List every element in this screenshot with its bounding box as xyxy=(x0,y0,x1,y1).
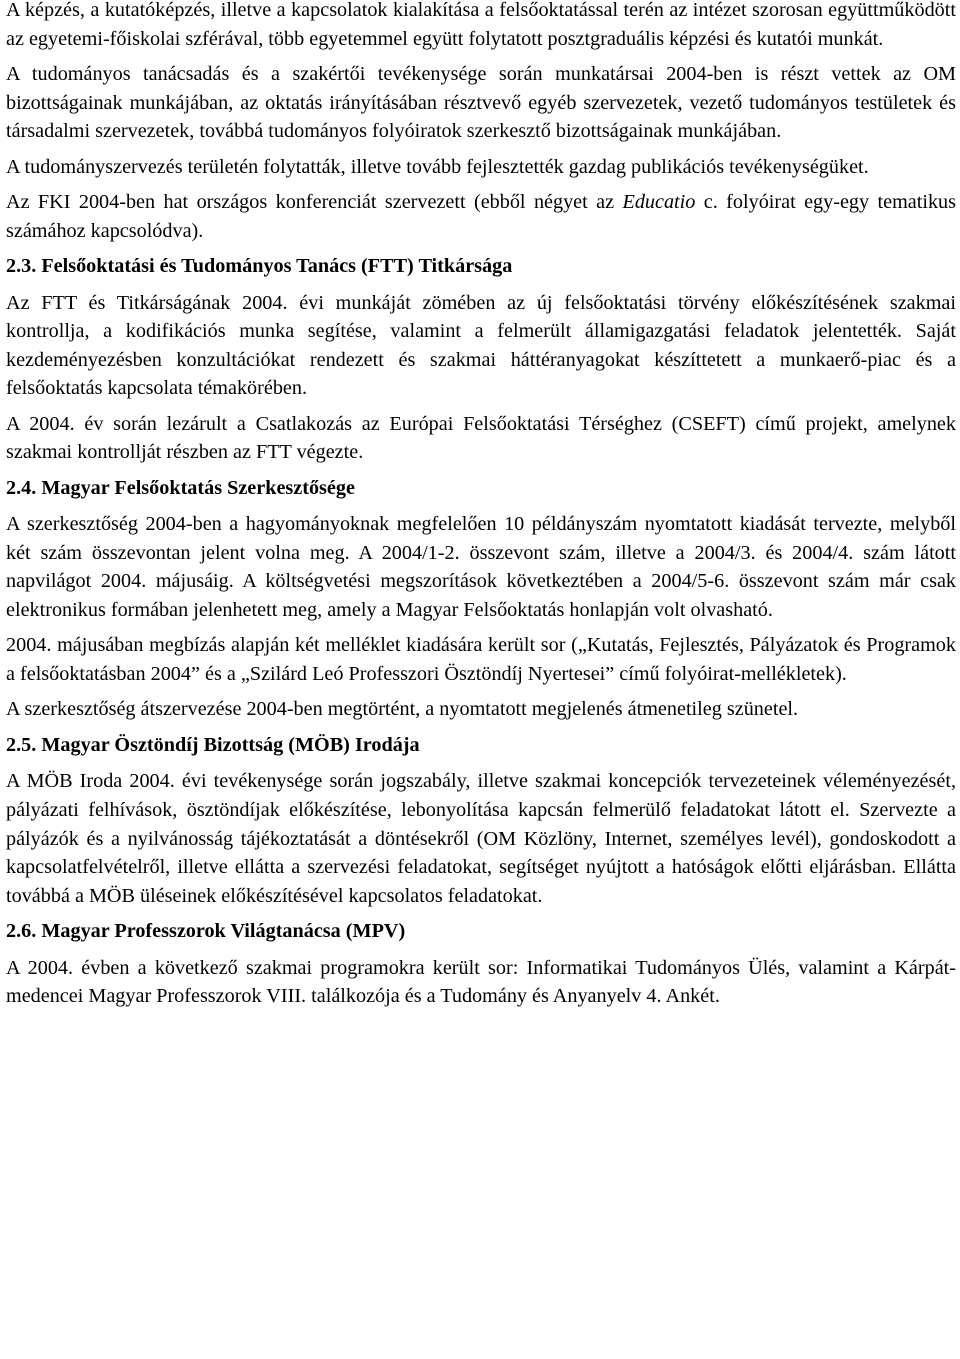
paragraph-supplements: 2004. májusában megbízás alapján két melléklet kiadására került sor („Kutatás, Fejlesztés, Pályázatok és Programok a felsőoktatásban 2004” és a „Szilárd Leó Professzori Ösztöndíj Nyertesei” című folyóirat-mellékletek). xyxy=(6,634,956,686)
paragraph-fki-conferences xyxy=(6,188,956,245)
fki-text-before: Az FKI 2004-ben hat országos konferenciát szervezett (ebből négyet az xyxy=(6,190,623,213)
heading-section-2-4: 2.4. Magyar Felsőoktatás Szerkesztősége xyxy=(6,476,355,499)
heading-section-2-3: 2.3. Felsőoktatási és Tudományos Tanács (FTT) Titkársága xyxy=(6,254,513,277)
paragraph-ftt-work: Az FTT és Titkárságának 2004. évi munkáját zömében az új felsőoktatási törvény előkészítésének szakmai kontrollja, a kodifikációs munka segítése, valamint a felmerült államigazgatási feladatok jelentették. Saját kezdeményezésben konzultációkat rendezett és szakmai háttéranyagokat készíttetett a munkaerő-piac és a felsőoktatás kapcsolata témakörében. xyxy=(6,291,956,400)
educatio-journal-name: Educatio xyxy=(622,190,696,213)
paragraph-mob-office: A MÖB Iroda 2004. évi tevékenysége során jogszabály, illetve szakmai koncepciók tervezeteinek véleményezését, pályázati felhívások, ösztöndíjak előkészítése, lebonyolítása kapcsán felmerülő feladatokat látott el. Szervezte a pályázók és a nyilvánosság tájékoztatását a döntésekről (OM Közlöny, Internet, személyes levél), gondoskodott a kapcsolatfelvételről, illetve ellátta a szervezési feladatokat, segítséget nyújtott a hatóságok előtti eljárásban. Ellátta továbbá a MÖB üléseinek előkészítésével kapcsolatos feladatokat. xyxy=(6,770,956,907)
heading-section-2-6: 2.6. Magyar Professzorok Világtanácsa (MPV) xyxy=(6,920,406,943)
document-page xyxy=(6,0,956,1018)
paragraph-editorial-issues: A szerkesztőség 2004-ben a hagyományoknak megfelelően 10 példányszám nyomtatott kiadását tervezte, melyből két szám összevontan jelent volna meg. A 2004/1-2. összevont szám, illetve a 2004/3. és 2004/4. szám látott napvilágot 2004. májusáig. A költségvetési megszorítások következtében a 2004/5-6. összevont szám már csak elektronikus formában jelenhetett meg, amely a Magyar Felsőoktatás honlapján volt olvasható. xyxy=(6,513,956,622)
paragraph-science-organization: A tudományszervezés területén folytatták, illetve tovább fejlesztették gazdag publikációs tevékenységüket. xyxy=(6,155,869,178)
paragraph-reorganization: A szerkesztőség átszervezése 2004-ben megtörtént, a nyomtatott megjelenés átmenetileg szünetel. xyxy=(6,698,799,721)
paragraph-mpv-programs: A 2004. évben a következő szakmai programokra került sor: Informatikai Tudományos Ülés, valamint a Kárpát-medencei Magyar Professzorok VIII. találkozója és a Tudomány és Anyanyelv 4. Ankét. xyxy=(6,956,956,1008)
heading-section-2-5: 2.5. Magyar Ösztöndíj Bizottság (MÖB) Irodája xyxy=(6,733,420,756)
paragraph-advisory: A tudományos tanácsadás és a szakértői tevékenysége során munkatársai 2004-ben is részt vettek az OM bizottságainak munkájában, az oktatás irányításában résztvevő egyéb szervezetek, vezető tudományos testületek és társadalmi szervezetek, továbbá tudományos folyóiratok szerkesztő bizottságainak munkájában. xyxy=(6,62,956,143)
paragraph-training: A képzés, a kutatóképzés, illetve a kapcsolatok kialakítása a felsőoktatással terén az intézet szorosan együttműködött az egyetemi-főiskolai szférával, több egyetemmel együtt folytatott posztgraduális képzési és kutatói munkát. xyxy=(6,0,956,50)
fki-text-after: c. folyóirat egy-egy tematikus számához kapcsolódva). xyxy=(6,190,956,242)
paragraph-cseft-project: A 2004. év során lezárult a Csatlakozás az Európai Felsőoktatási Térséghez (CSEFT) című projekt, amelynek szakmai kontrollját részben az FTT végezte. xyxy=(6,412,956,464)
